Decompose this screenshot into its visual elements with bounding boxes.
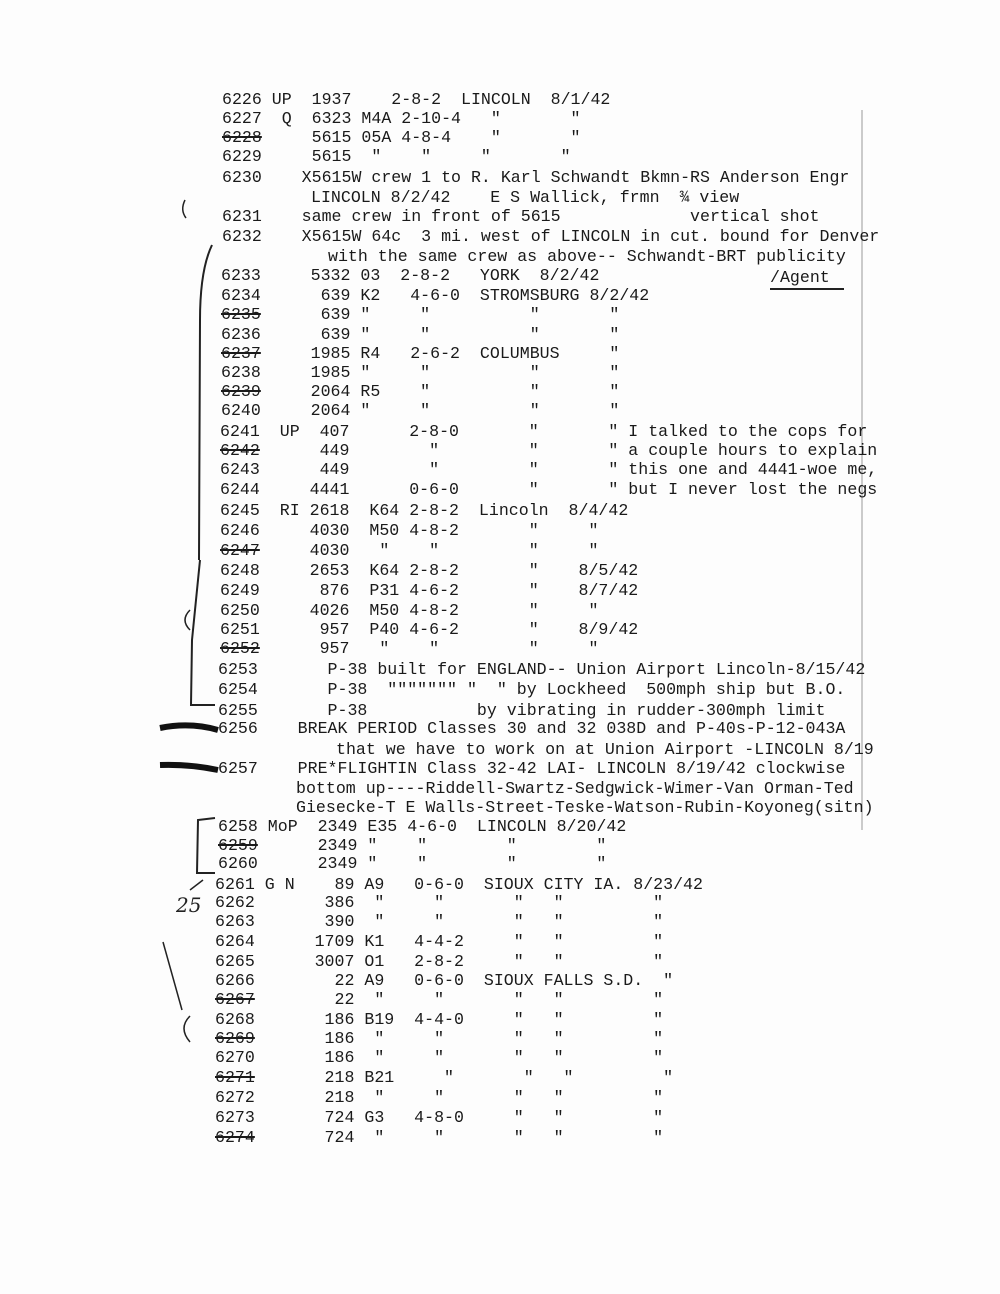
entry-text: 449 " " " a couple hours to explain <box>259 441 878 460</box>
log-entry-6251 <box>220 620 638 640</box>
entry-number: 6240 <box>221 401 261 420</box>
log-entry-6261 <box>215 875 703 895</box>
entry-text: 724 G3 4-8-0 " " " <box>254 1108 664 1127</box>
log-entry-6234 <box>221 286 649 306</box>
log-entry-6271 <box>215 1068 673 1088</box>
log-entry-6260 <box>218 854 606 874</box>
entry-number: 6255 <box>218 701 258 720</box>
entry-text: UP 407 2-8-0 " " I talked to the cops for <box>259 422 868 441</box>
entry-text: MoP 2349 E35 4-6-0 LINCOLN 8/20/42 <box>257 817 627 836</box>
entry-text: 2064 R5 " " " <box>260 382 620 401</box>
entry-number: 6242 <box>220 441 260 460</box>
entry-text: 1709 K1 4-4-2 " " " <box>254 932 664 951</box>
log-entry-6241 <box>220 422 867 442</box>
entry-number: 6231 <box>222 207 262 226</box>
entry-text: 5332 03 2-8-2 YORK 8/2/42 <box>260 266 600 285</box>
entry-text: 2349 " " " " <box>257 836 607 855</box>
log-entry-6240 <box>221 401 619 421</box>
arrow-stroke <box>160 765 218 770</box>
log-entry-6247 <box>220 541 598 561</box>
log-entry-6232 <box>222 227 879 247</box>
entry-text: 2064 " " " " <box>260 401 620 420</box>
log-entry-6230 <box>222 168 849 188</box>
entry-text: bottom up----Riddell-Swartz-Sedgwick-Wimer-Van Orman-Ted <box>296 779 854 798</box>
log-entry-6248 <box>220 561 638 581</box>
entry-number: 6265 <box>215 952 255 971</box>
slash-mark <box>163 942 182 1010</box>
entry-number: 6239 <box>221 382 261 401</box>
paren-mark <box>183 200 186 218</box>
entry-text: 2349 " " " " <box>257 854 607 873</box>
log-entry-6262 <box>215 893 663 913</box>
log-entry-6250 <box>220 601 598 621</box>
log-entry-6237 <box>221 344 619 364</box>
entry-number: 6238 <box>221 363 261 382</box>
entry-text: Giesecke-T E Walls-Street-Teske-Watson-Rubin-Koyoneg(sitn) <box>296 798 874 817</box>
entry-text: BREAK PERIOD Classes 30 and 32 038D and P-40s-P-12-043A <box>257 719 846 738</box>
entry-text: 957 " " " " <box>259 639 599 658</box>
entry-number: 6254 <box>218 680 258 699</box>
entry-number: 6270 <box>215 1048 255 1067</box>
entry-text: 390 " " " " " <box>254 912 664 931</box>
log-entry-6239 <box>221 382 619 402</box>
handwritten-25: 25 <box>176 893 202 917</box>
entry-text: 218 B21 " " " " <box>254 1068 674 1087</box>
entry-number: 6230 <box>222 168 262 187</box>
log-entry-6267 <box>215 990 663 1010</box>
entry-text: X5615W 64c 3 mi. west of LINCOLN in cut. bound for Denver <box>261 227 880 246</box>
entry-text: P-38 """"""" " " by Lockheed 500mph ship but B.O. <box>257 680 846 699</box>
entry-number: 6251 <box>220 620 260 639</box>
entry-number: 6226 <box>222 90 262 109</box>
entry-number: 6262 <box>215 893 255 912</box>
log-entry-continuation <box>328 247 846 267</box>
log-entry-6268 <box>215 1010 663 1030</box>
log-entry-6253 <box>218 660 865 680</box>
entry-text: 386 " " " " " <box>254 893 664 912</box>
log-entry-6229 <box>222 147 571 167</box>
bracket-mark <box>197 818 215 873</box>
entry-number: 6245 <box>220 501 260 520</box>
entry-number: 6258 <box>218 817 258 836</box>
entry-text: UP 1937 2-8-2 LINCOLN 8/1/42 <box>261 90 611 109</box>
entry-text: 449 " " " this one and 4441-woe me, <box>259 460 878 479</box>
log-entry-6228 <box>222 128 581 148</box>
entry-text: X5615W crew 1 to R. Karl Schwandt Bkmn-RS Anderson Engr <box>261 168 850 187</box>
entry-text: 1985 R4 2-6-2 COLUMBUS " <box>260 344 620 363</box>
entry-number: 6233 <box>221 266 261 285</box>
entry-text: 639 " " " " <box>260 325 620 344</box>
entry-number: 6228 <box>222 128 262 147</box>
entry-text: P-38 built for ENGLAND-- Union Airport Lincoln-8/15/42 <box>257 660 866 679</box>
log-entry-6270 <box>215 1048 663 1068</box>
entry-text: 3007 O1 2-8-2 " " " <box>254 952 664 971</box>
tick-mark <box>190 880 203 890</box>
log-entry-6269 <box>215 1029 663 1049</box>
entry-text: with the same crew as above-- Schwandt-BRT publicity <box>328 247 846 266</box>
entry-text: 5615 " " " " <box>261 147 571 166</box>
entry-text: G N 89 A9 0-6-0 SIOUX CITY IA. 8/23/42 <box>254 875 703 894</box>
entry-number: 6274 <box>215 1128 255 1147</box>
log-entry-continuation <box>296 779 854 799</box>
log-entry-6236 <box>221 325 619 345</box>
log-entry-6264 <box>215 932 663 952</box>
entry-number: 6235 <box>221 305 261 324</box>
entry-text: 22 " " " " " <box>254 990 664 1009</box>
entry-number: 6227 <box>222 109 262 128</box>
entry-number: 6247 <box>220 541 260 560</box>
log-entry-continuation <box>336 740 874 760</box>
entry-text: 957 P40 4-6-2 " 8/9/42 <box>259 620 639 639</box>
entry-number: 6253 <box>218 660 258 679</box>
log-entry-6226 <box>222 90 610 110</box>
entry-number: 6237 <box>221 344 261 363</box>
log-entry-6266 <box>215 971 673 991</box>
log-entry-6272 <box>215 1088 663 1108</box>
log-entry-6235 <box>221 305 619 325</box>
entry-text: 2653 K64 2-8-2 " 8/5/42 <box>259 561 639 580</box>
entry-text: Q 6323 M4A 2-10-4 " " <box>261 109 581 128</box>
entry-number: 6249 <box>220 581 260 600</box>
entry-number: 6263 <box>215 912 255 931</box>
entry-number: 6232 <box>222 227 262 246</box>
log-entry-6257 <box>218 759 845 779</box>
entry-text: 724 " " " " " <box>254 1128 664 1147</box>
log-entry-6243 <box>220 460 877 480</box>
entry-number: 6243 <box>220 460 260 479</box>
log-entry-6231 <box>222 207 820 227</box>
entry-text: 4026 M50 4-8-2 " " <box>259 601 599 620</box>
entry-number: 6257 <box>218 759 258 778</box>
log-entry-6258 <box>218 817 626 837</box>
entry-text: 876 P31 4-6-2 " 8/7/42 <box>259 581 639 600</box>
log-entry-6238 <box>221 363 619 383</box>
log-entry-6227 <box>222 109 581 129</box>
entry-number: 6266 <box>215 971 255 990</box>
log-entry-6244 <box>220 480 877 500</box>
paren-mark <box>185 610 190 630</box>
log-entry-6259 <box>218 836 606 856</box>
log-entry-6256 <box>218 719 845 739</box>
entry-text: 186 B19 4-4-0 " " " <box>254 1010 664 1029</box>
entry-text: PRE*FLIGHTIN Class 32-42 LAI- LINCOLN 8/19/42 clockwise <box>257 759 846 778</box>
log-entry-6273 <box>215 1108 663 1128</box>
entry-number: 6244 <box>220 480 260 499</box>
log-entry-6255 <box>218 701 825 721</box>
entry-text: 639 K2 4-6-0 STROMSBURG 8/2/42 <box>260 286 650 305</box>
entry-number: 6229 <box>222 147 262 166</box>
entry-text: 4441 0-6-0 " " but I never lost the negs <box>259 480 878 499</box>
entry-number: 6248 <box>220 561 260 580</box>
entry-number: 6250 <box>220 601 260 620</box>
log-entry-6249 <box>220 581 638 601</box>
bracket-mark <box>191 560 215 705</box>
entry-text: 186 " " " " " <box>254 1048 664 1067</box>
log-entry-6245 <box>220 501 628 521</box>
entry-number: 6256 <box>218 719 258 738</box>
agent-note: /Agent <box>770 268 844 290</box>
log-entry-6265 <box>215 952 663 972</box>
log-entry-6274 <box>215 1128 663 1148</box>
log-entry-6254 <box>218 680 845 700</box>
entry-text: 22 A9 0-6-0 SIOUX FALLS S.D. " <box>254 971 674 990</box>
log-entry-continuation <box>311 188 739 208</box>
paren-mark <box>184 1016 190 1042</box>
log-entry-6233 <box>221 266 599 286</box>
entry-number: 6272 <box>215 1088 255 1107</box>
arrow-stroke <box>160 725 218 730</box>
log-entry-6263 <box>215 912 663 932</box>
entry-number: 6246 <box>220 521 260 540</box>
entry-text: 218 " " " " " <box>254 1088 664 1107</box>
log-entry-6252 <box>220 639 598 659</box>
entry-number: 6260 <box>218 854 258 873</box>
entry-text: 5615 05A 4-8-4 " " <box>261 128 581 147</box>
entry-text: LINCOLN 8/2/42 E S Wallick, frmn ¾ view <box>311 188 740 207</box>
entry-text: same crew in front of 5615 vertical shot <box>261 207 820 226</box>
bracket-mark <box>199 245 212 560</box>
entry-text: that we have to work on at Union Airport -LINCOLN 8/19 <box>336 740 874 759</box>
entry-text: RI 2618 K64 2-8-2 Lincoln 8/4/42 <box>259 501 629 520</box>
entry-number: 6267 <box>215 990 255 1009</box>
entry-number: 6269 <box>215 1029 255 1048</box>
entry-number: 6268 <box>215 1010 255 1029</box>
entry-number: 6271 <box>215 1068 255 1087</box>
entry-number: 6234 <box>221 286 261 305</box>
entry-number: 6273 <box>215 1108 255 1127</box>
entry-number: 6259 <box>218 836 258 855</box>
entry-number: 6241 <box>220 422 260 441</box>
entry-text: 4030 M50 4-8-2 " " <box>259 521 599 540</box>
entry-text: 4030 " " " " <box>259 541 599 560</box>
entry-text: P-38 by vibrating in rudder-300mph limit <box>257 701 826 720</box>
log-entry-continuation <box>296 798 874 818</box>
entry-text: 639 " " " " <box>260 305 620 324</box>
log-entry-6246 <box>220 521 598 541</box>
entry-number: 6252 <box>220 639 260 658</box>
entry-number: 6264 <box>215 932 255 951</box>
log-entry-6242 <box>220 441 877 461</box>
entry-text: 186 " " " " " <box>254 1029 664 1048</box>
entry-number: 6236 <box>221 325 261 344</box>
entry-number: 6261 <box>215 875 255 894</box>
entry-text: 1985 " " " " <box>260 363 620 382</box>
